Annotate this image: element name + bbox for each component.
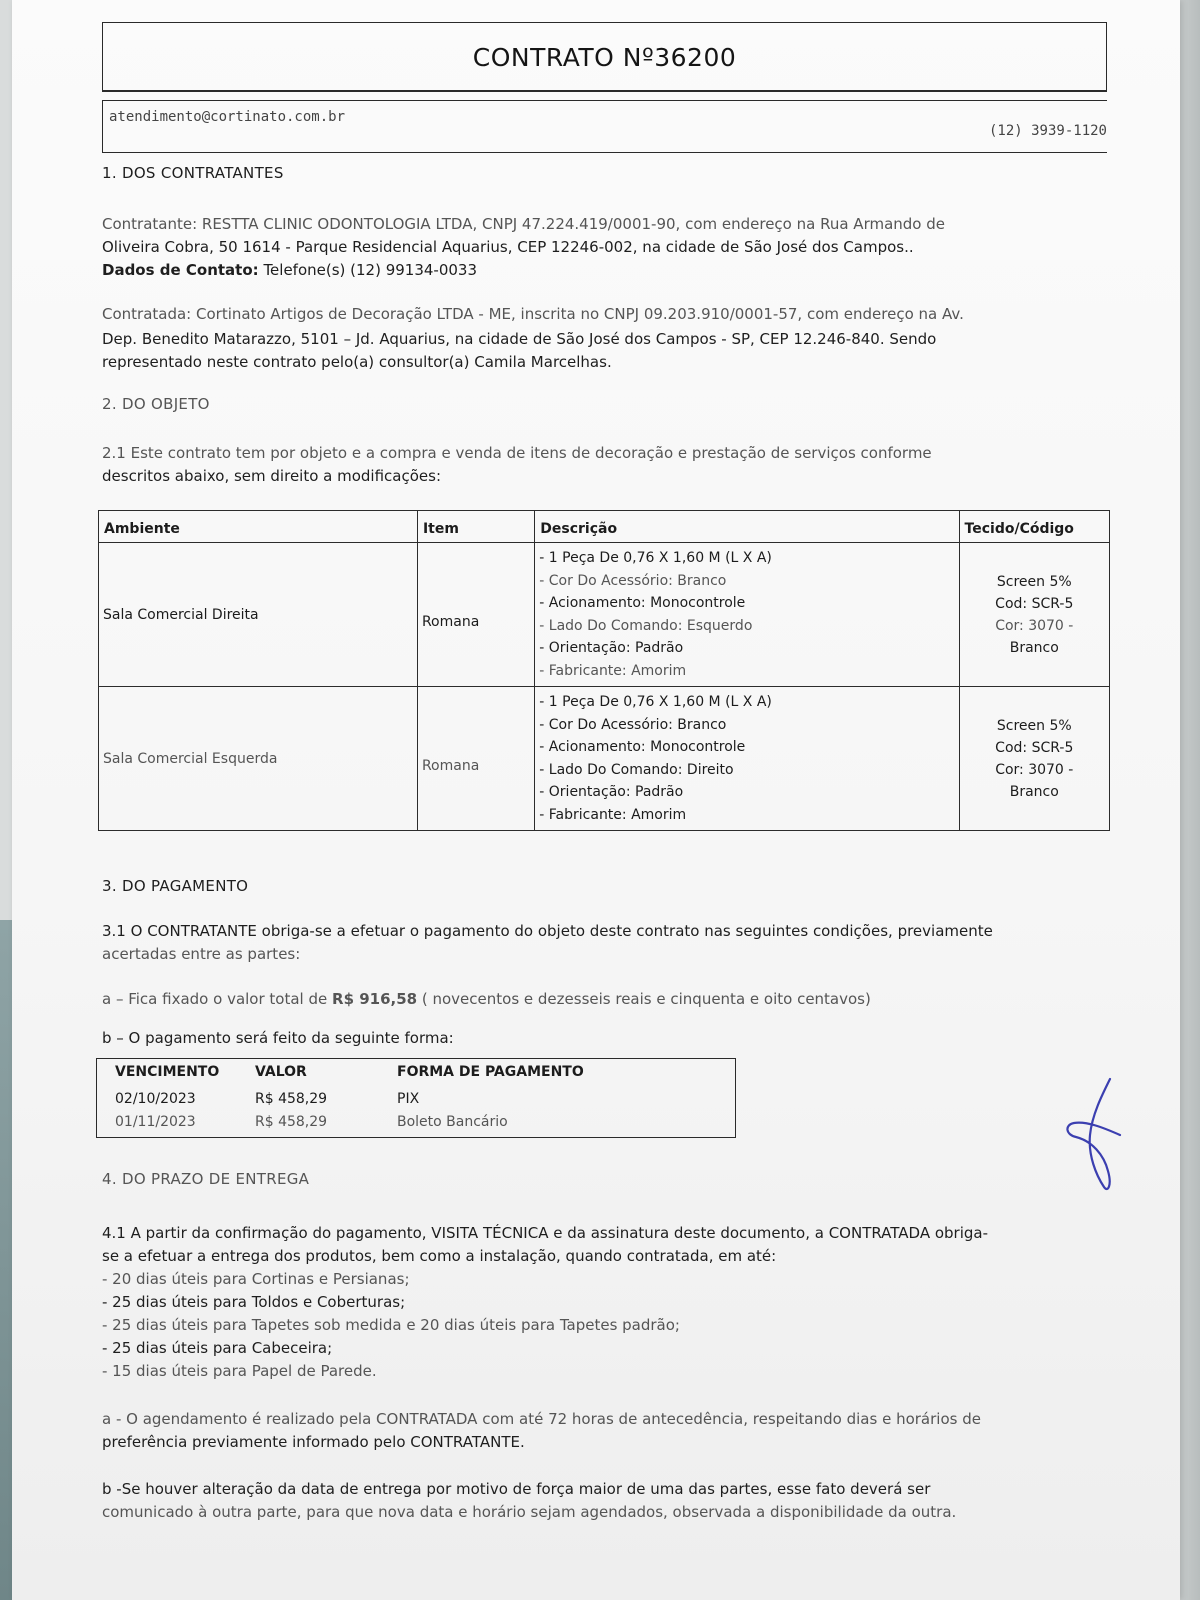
contato-line xyxy=(102,259,477,282)
alteracao-line-2: comunicado à outra parte, para que nova data e horário sejam agendados, observada a disponibilidade da outra. xyxy=(102,1503,957,1521)
contratante-line-1: Contratante: RESTTA CLINIC ODONTOLOGIA LTDA, CNPJ 47.224.419/0001-90, com endereço na Rua Armando de xyxy=(102,215,945,233)
valor-total: R$ 916,58 xyxy=(332,990,418,1008)
payment-vencimento: 01/11/2023 xyxy=(115,1114,196,1130)
section-4-heading: 4. DO PRAZO DE ENTREGA xyxy=(102,1170,310,1188)
contratada-line-2: Dep. Benedito Matarazzo, 5101 – Jd. Aquarius, na cidade de São José dos Campos - SP, CEP 12.246-840. Sendo xyxy=(102,330,937,348)
tecido-line: Branco xyxy=(1009,639,1059,656)
payment-valor: R$ 458,29 xyxy=(255,1091,328,1107)
signature-mark xyxy=(1062,1075,1132,1195)
payment-header-forma: FORMA DE PAGAMENTO xyxy=(397,1064,584,1080)
contratante-line-2: Oliveira Cobra, 50 1614 - Parque Residencial Aquarius, CEP 12246-002, na cidade de São José dos Campos.. xyxy=(102,238,914,256)
payments-table xyxy=(96,1058,736,1138)
header-ambiente: Ambiente xyxy=(99,511,418,543)
desc-line: - Acionamento: Monocontrole xyxy=(539,739,746,755)
cell-ambiente: Sala Comercial Esquerda xyxy=(99,687,418,831)
cell-item: Romana xyxy=(417,687,534,831)
title-box xyxy=(102,22,1107,92)
payment-forma: Boleto Bancário xyxy=(397,1114,508,1130)
prazo-list-item: - 25 dias úteis para Toldos e Coberturas; xyxy=(102,1293,406,1311)
tecido-line: Cod: SCR-5 xyxy=(995,739,1074,756)
desc-line: - 1 Peça De 0,76 X 1,60 M (L X A) xyxy=(539,694,772,710)
alteracao-line-1: b -Se houver alteração da data de entrega por motivo de força maior de uma das partes, esse fato deverá ser xyxy=(102,1480,931,1498)
desc-line: - Orientação: Padrão xyxy=(539,784,684,800)
desc-line: - Lado Do Comando: Direito xyxy=(539,761,734,778)
payment-valor: R$ 458,29 xyxy=(255,1114,328,1130)
tecido-line: Screen 5% xyxy=(996,717,1072,734)
contact-email: atendimento@cortinato.com.br xyxy=(109,109,346,125)
agendamento-line-2: preferência previamente informado pelo CONTRATANTE. xyxy=(102,1433,525,1451)
table-row xyxy=(99,687,1110,831)
contract-page xyxy=(12,0,1180,1600)
pagamento-item-a xyxy=(102,988,871,1011)
section-2-heading: 2. DO OBJETO xyxy=(102,395,210,413)
cell-tecido xyxy=(959,543,1109,687)
items-table-header xyxy=(99,511,1110,543)
contratada-line-3: representado neste contrato pelo(a) consultor(a) Camila Marcelhas. xyxy=(102,353,612,371)
payment-header-vencimento: VENCIMENTO xyxy=(115,1064,220,1080)
desc-line: - Fabricante: Amorim xyxy=(539,806,687,823)
prazo-list-item: - 25 dias úteis para Tapetes sob medida e 20 dias úteis para Tapetes padrão; xyxy=(102,1316,680,1334)
agendamento-line-1: a - O agendamento é realizado pela CONTRATADA com até 72 horas de antecedência, respeitando dias e horários de xyxy=(102,1410,981,1428)
cell-item: Romana xyxy=(417,543,534,687)
prazo-line-1: 4.1 A partir da confirmação do pagamento, VISITA TÉCNICA e da assinatura deste documento, a CONTRATADA obriga- xyxy=(102,1224,989,1242)
tecido-line: Cor: 3070 - xyxy=(995,761,1074,778)
tecido-line: Screen 5% xyxy=(996,573,1072,590)
pagamento-item-b: b – O pagamento será feito da seguinte forma: xyxy=(102,1029,454,1047)
table-row xyxy=(99,543,1110,687)
tecido-line: Branco xyxy=(1009,783,1059,800)
desc-line: - Orientação: Padrão xyxy=(539,640,684,656)
desc-line: - Lado Do Comando: Esquerdo xyxy=(539,617,753,634)
prazo-list-item: - 25 dias úteis para Cabeceira; xyxy=(102,1339,333,1357)
desc-line: - Acionamento: Monocontrole xyxy=(539,595,746,611)
cell-descricao xyxy=(535,687,959,831)
tecido-line: Cor: 3070 - xyxy=(995,617,1074,634)
header-descricao: Descrição xyxy=(535,511,959,543)
contract-title: CONTRATO Nº36200 xyxy=(472,43,737,72)
valor-total-prefix: a – Fica fixado o valor total de xyxy=(102,990,333,1008)
objeto-line-2: descritos abaixo, sem direito a modificações: xyxy=(102,467,442,485)
prazo-list-item: - 20 dias úteis para Cortinas e Persianas; xyxy=(102,1270,410,1288)
prazo-list-item: - 15 dias úteis para Papel de Parede. xyxy=(102,1362,377,1380)
payment-vencimento: 02/10/2023 xyxy=(115,1091,196,1107)
objeto-line-1: 2.1 Este contrato tem por objeto e a compra e venda de itens de decoração e prestação de serviços conforme xyxy=(102,444,932,462)
desc-line: - Cor Do Acessório: Branco xyxy=(539,572,727,589)
payment-header-valor: VALOR xyxy=(255,1064,307,1080)
valor-total-extenso: ( novecentos e dezesseis reais e cinquenta e oito centavos) xyxy=(417,990,871,1008)
section-1-heading: 1. DOS CONTRATANTES xyxy=(102,164,284,182)
contact-phone: (12) 3939-1120 xyxy=(988,123,1107,139)
pagamento-line-1: 3.1 O CONTRATANTE obriga-se a efetuar o pagamento do objeto deste contrato nas seguintes condições, previamente xyxy=(102,922,993,940)
desc-line: - Cor Do Acessório: Branco xyxy=(539,716,727,733)
payment-forma: PIX xyxy=(397,1091,420,1107)
header-tecido: Tecido/Código xyxy=(959,511,1109,543)
tecido-line: Cod: SCR-5 xyxy=(995,595,1074,612)
cell-ambiente: Sala Comercial Direita xyxy=(99,543,418,687)
contact-box xyxy=(102,100,1107,153)
header-item: Item xyxy=(417,511,534,543)
cell-tecido xyxy=(959,687,1109,831)
prazo-line-2: se a efetuar a entrega dos produtos, bem como a instalação, quando contratada, em até: xyxy=(102,1247,777,1265)
items-table xyxy=(98,510,1110,831)
desc-line: - Fabricante: Amorim xyxy=(539,662,687,679)
pagamento-line-2: acertadas entre as partes: xyxy=(102,945,301,963)
desc-line: - 1 Peça De 0,76 X 1,60 M (L X A) xyxy=(539,550,772,566)
contato-value: Telefone(s) (12) 99134-0033 xyxy=(258,261,478,279)
contato-label: Dados de Contato: xyxy=(102,261,259,279)
contratada-line-1: Contratada: Cortinato Artigos de Decoração LTDA - ME, inscrita no CNPJ 09.203.910/0001-57, com endereço na Av. xyxy=(102,305,964,323)
cell-descricao xyxy=(535,543,959,687)
section-3-heading: 3. DO PAGAMENTO xyxy=(102,877,249,895)
